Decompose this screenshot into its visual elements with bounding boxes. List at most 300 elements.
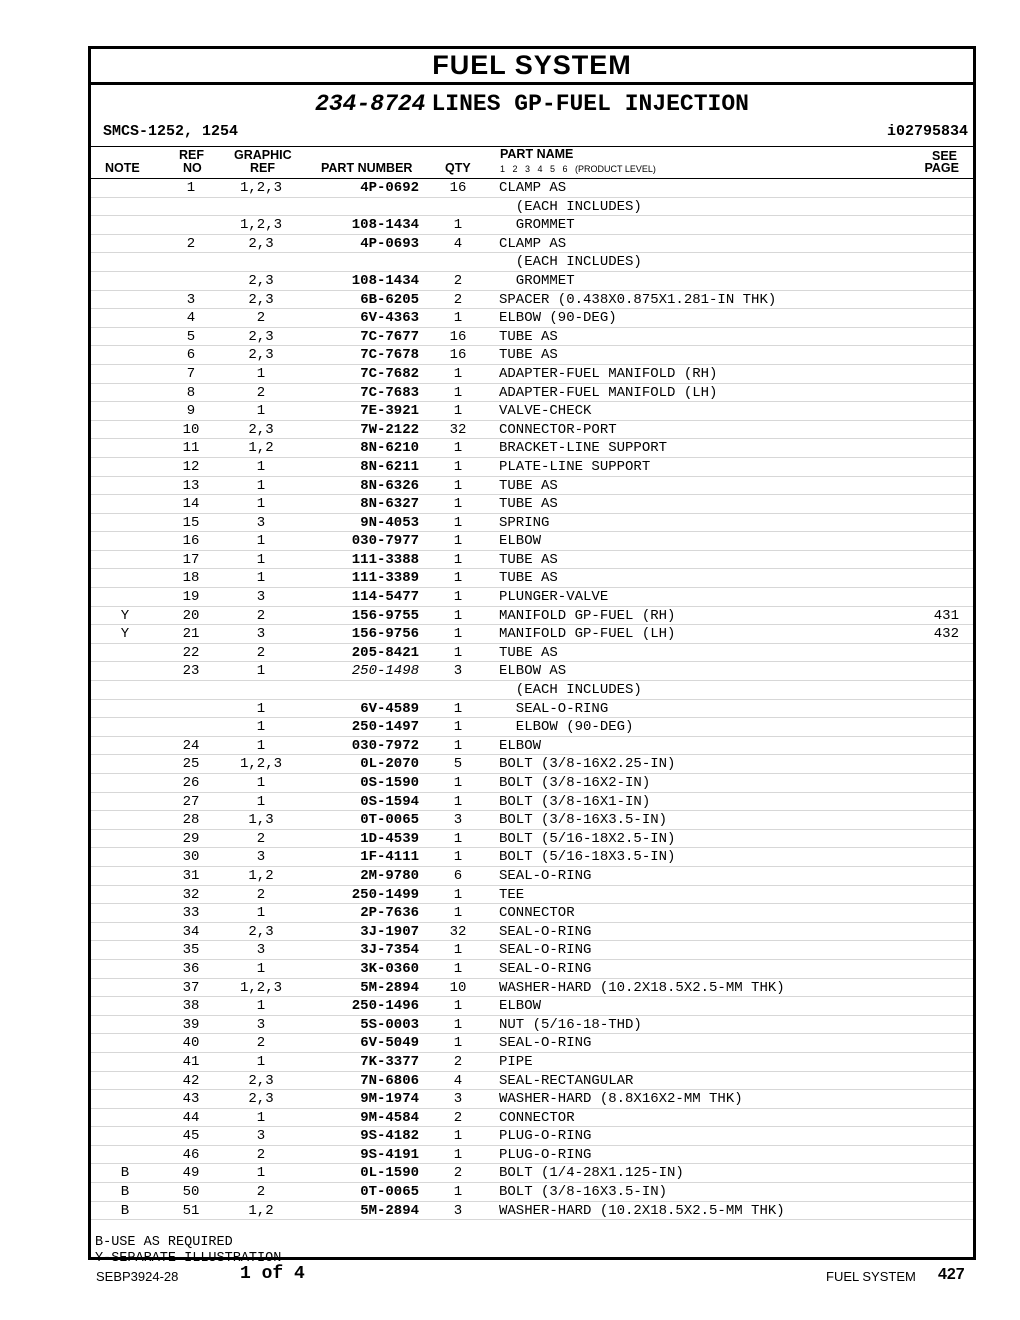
- part-number-cell: 3K-0360: [360, 960, 419, 977]
- part-number-cell: 5M-2894: [360, 1202, 419, 1219]
- part-number-cell: 6B-6205: [360, 291, 419, 308]
- qty-cell: 1: [453, 384, 463, 401]
- qty-cell: 1: [453, 775, 463, 791]
- part-number-cell: 8N-6210: [360, 440, 419, 457]
- part-number-cell: 9M-4584: [360, 1109, 419, 1126]
- qty-cell: 1: [453, 551, 463, 568]
- footer-page-of: 1 of 4: [240, 1264, 305, 1284]
- graphic-ref-cell: 2,3: [248, 1091, 274, 1108]
- ref-no-cell: 36: [182, 960, 200, 977]
- graphic-ref-cell: 1: [256, 496, 266, 513]
- header-product-level: 1 2 3 4 5 6 (PRODUCT LEVEL): [500, 164, 656, 174]
- graphic-ref-cell: 1: [256, 737, 266, 754]
- part-number-cell: 7E-3921: [360, 403, 419, 420]
- table-row: [91, 718, 973, 737]
- table-row: [91, 588, 973, 607]
- graphic-ref-cell: 1: [256, 1165, 266, 1182]
- qty-cell: 1: [453, 1146, 463, 1163]
- part-number-cell: 0T-0065: [360, 1184, 419, 1201]
- part-name-cell: TUBE AS: [499, 328, 558, 345]
- graphic-ref-cell: 2,3: [248, 923, 274, 940]
- graphic-ref-cell: 1: [256, 403, 266, 420]
- ref-no-cell: 49: [182, 1165, 200, 1182]
- part-name-cell: MANIFOLD GP-FUEL (LH): [499, 626, 676, 643]
- part-name-cell: BOLT (5/16-18X2.5-IN): [499, 830, 676, 847]
- group-number: 234-8724: [315, 91, 426, 117]
- part-number-cell: 114-5477: [351, 589, 419, 606]
- part-name-cell: GROMMET: [499, 272, 575, 289]
- ref-no-cell: 26: [182, 775, 200, 791]
- note-cell: Y: [120, 626, 130, 643]
- part-number-cell: 250-1497: [351, 719, 419, 736]
- part-number-cell: 0S-1594: [360, 793, 419, 810]
- part-name-cell: CLAMP AS: [499, 235, 567, 252]
- header-page: PAGE: [924, 161, 959, 175]
- graphic-ref-cell: 1: [256, 998, 266, 1015]
- part-number-cell: 5S-0003: [360, 1016, 419, 1033]
- graphic-ref-cell: 2,3: [248, 347, 274, 364]
- part-name-cell: TEE: [499, 886, 525, 903]
- qty-cell: 2: [453, 1109, 463, 1126]
- part-number-cell: 3J-1907: [360, 923, 419, 940]
- note-cell: Y: [120, 607, 130, 624]
- qty-cell: 1: [453, 886, 463, 903]
- part-name-cell: WASHER-HARD (10.2X18.5X2.5-MM THK): [499, 979, 785, 996]
- part-name-cell: CONNECTOR-PORT: [499, 421, 617, 438]
- table-row: [91, 607, 973, 626]
- header-graphic: GRAPHIC: [234, 148, 292, 162]
- graphic-ref-cell: 1: [256, 1053, 266, 1070]
- part-number-cell: 156-9755: [351, 607, 419, 624]
- table-row: [91, 1202, 973, 1221]
- table-row: [91, 1127, 973, 1146]
- ref-no-cell: 31: [182, 867, 200, 884]
- ref-no-cell: 7: [186, 365, 196, 382]
- table-row: [91, 477, 973, 496]
- qty-cell: 1: [453, 905, 463, 922]
- table-row: [91, 886, 973, 905]
- part-name-cell: NUT (5/16-18-THD): [499, 1016, 642, 1033]
- ref-no-cell: 10: [182, 421, 200, 438]
- table-row: [91, 681, 973, 700]
- qty-cell: 1: [453, 403, 463, 420]
- part-name-cell: SEAL-O-RING: [499, 960, 592, 977]
- part-name-cell: SEAL-RECTANGULAR: [499, 1072, 634, 1089]
- ref-no-cell: 40: [182, 1035, 200, 1052]
- table-row: [91, 328, 973, 347]
- table-row: [91, 551, 973, 570]
- part-number-cell: 8N-6327: [360, 496, 419, 513]
- part-number-cell: 030-7972: [351, 737, 419, 754]
- ref-no-cell: 18: [182, 570, 200, 587]
- table-row: [91, 532, 973, 551]
- part-number-cell: 9N-4053: [360, 514, 419, 531]
- part-name-cell: TUBE AS: [499, 496, 558, 513]
- part-name-cell: (EACH INCLUDES): [499, 682, 642, 699]
- part-name-cell: PLUG-O-RING: [499, 1146, 592, 1163]
- graphic-ref-cell: 2: [256, 644, 266, 661]
- qty-cell: 1: [453, 960, 463, 977]
- table-row: [91, 1053, 973, 1072]
- table-row: [91, 700, 973, 719]
- part-name-cell: ELBOW (90-DEG): [499, 719, 634, 736]
- table-row: [91, 458, 973, 477]
- graphic-ref-cell: 3: [256, 1128, 266, 1145]
- table-row: [91, 421, 973, 440]
- table-row: [91, 923, 973, 942]
- parts-table-body: [91, 179, 973, 1220]
- ref-no-cell: 33: [182, 905, 200, 922]
- table-row: [91, 793, 973, 812]
- graphic-ref-cell: 2,3: [248, 272, 274, 289]
- qty-cell: 1: [453, 458, 463, 475]
- graphic-ref-cell: 1,2,3: [239, 756, 282, 773]
- ref-no-cell: 35: [182, 942, 200, 959]
- qty-cell: 3: [453, 1202, 463, 1219]
- ref-no-cell: 15: [182, 514, 200, 531]
- table-row: [91, 1164, 973, 1183]
- part-name-cell: BRACKET-LINE SUPPORT: [499, 440, 668, 457]
- part-number-cell: 7C-7683: [360, 384, 419, 401]
- table-row: [91, 737, 973, 756]
- ref-no-cell: 30: [182, 849, 200, 866]
- graphic-ref-cell: 2: [256, 384, 266, 401]
- ref-no-cell: 17: [182, 551, 200, 568]
- part-name-cell: WASHER-HARD (8.8X16X2-MM THK): [499, 1091, 743, 1108]
- graphic-ref-cell: 2: [256, 830, 266, 847]
- qty-cell: 1: [453, 217, 463, 234]
- graphic-ref-cell: 1: [256, 960, 266, 977]
- group-title: [91, 85, 973, 118]
- ref-no-cell: 23: [182, 663, 200, 680]
- part-number-cell: 156-9756: [351, 626, 419, 643]
- footer-doc-id: SEBP3924-28: [96, 1269, 179, 1284]
- graphic-ref-cell: 1: [256, 663, 266, 680]
- graphic-ref-cell: 2: [256, 1146, 266, 1163]
- qty-cell: 1: [453, 514, 463, 531]
- table-row: [91, 1034, 973, 1053]
- ref-no-cell: 44: [182, 1109, 200, 1126]
- ref-no-cell: 2: [186, 235, 196, 252]
- table-row: [91, 346, 973, 365]
- graphic-ref-cell: 1,2: [248, 440, 274, 457]
- table-row: [91, 514, 973, 533]
- part-name-cell: BOLT (3/8-16X2-IN): [499, 775, 651, 791]
- part-number-cell: 0L-1590: [360, 1165, 419, 1182]
- table-row: [91, 997, 973, 1016]
- table-row: [91, 625, 973, 644]
- ref-no-cell: 51: [182, 1202, 200, 1219]
- qty-cell: 1: [453, 496, 463, 513]
- graphic-ref-cell: 3: [256, 589, 266, 606]
- qty-cell: 2: [453, 1053, 463, 1070]
- part-name-cell: PLUNGER-VALVE: [499, 589, 609, 606]
- ref-no-cell: 19: [182, 589, 200, 606]
- ref-no-cell: 27: [182, 793, 200, 810]
- part-name-cell: WASHER-HARD (10.2X18.5X2.5-MM THK): [499, 1202, 785, 1219]
- part-name-cell: PLATE-LINE SUPPORT: [499, 458, 651, 475]
- qty-cell: 1: [453, 849, 463, 866]
- qty-cell: 16: [449, 180, 467, 196]
- qty-cell: 16: [449, 328, 467, 345]
- part-name-cell: TUBE AS: [499, 477, 558, 494]
- qty-cell: 32: [449, 923, 467, 940]
- qty-cell: 10: [449, 979, 467, 996]
- table-row: [91, 774, 973, 793]
- header-part-number: PART NUMBER: [321, 161, 413, 175]
- part-number-cell: 9S-4191: [360, 1146, 419, 1163]
- part-name-cell: BOLT (3/8-16X2.25-IN): [499, 756, 676, 773]
- part-name-cell: PIPE: [499, 1053, 533, 1070]
- qty-cell: 5: [453, 756, 463, 773]
- part-name-cell: ELBOW (90-DEG): [499, 310, 617, 327]
- part-number-cell: 0T-0065: [360, 812, 419, 829]
- graphic-ref-cell: 3: [256, 849, 266, 866]
- table-row: [91, 811, 973, 830]
- header-qty: QTY: [445, 161, 471, 175]
- note-y: Y-SEPARATE ILLUSTRATION: [95, 1251, 282, 1266]
- ref-no-cell: 1: [186, 180, 196, 196]
- qty-cell: 6: [453, 867, 463, 884]
- table-row: [91, 1072, 973, 1091]
- part-name-cell: ELBOW: [499, 998, 542, 1015]
- part-name-cell: ELBOW AS: [499, 663, 567, 680]
- part-name-cell: MANIFOLD GP-FUEL (RH): [499, 607, 676, 624]
- part-number-cell: 250-1499: [351, 886, 419, 903]
- notes: [95, 1235, 281, 1267]
- ref-no-cell: 6: [186, 347, 196, 364]
- part-number-cell: 7C-7682: [360, 365, 419, 382]
- graphic-ref-cell: 1: [256, 551, 266, 568]
- graphic-ref-cell: 3: [256, 514, 266, 531]
- part-name-cell: SEAL-O-RING: [499, 700, 609, 717]
- ref-no-cell: 13: [182, 477, 200, 494]
- part-name-cell: BOLT (3/8-16X3.5-IN): [499, 1184, 668, 1201]
- ref-no-cell: 14: [182, 496, 200, 513]
- qty-cell: 2: [453, 1165, 463, 1182]
- part-number-cell: 1D-4539: [360, 830, 419, 847]
- graphic-ref-cell: 2: [256, 886, 266, 903]
- page-title: FUEL SYSTEM: [91, 49, 973, 85]
- part-name-cell: SPACER (0.438X0.875X1.281-IN THK): [499, 291, 777, 308]
- part-name-cell: TUBE AS: [499, 347, 558, 364]
- table-row: [91, 179, 973, 198]
- graphic-ref-cell: 3: [256, 942, 266, 959]
- part-number-cell: 250-1498: [351, 663, 419, 680]
- part-number-cell: 030-7977: [351, 533, 419, 550]
- part-number-cell: 7W-2122: [360, 421, 419, 438]
- qty-cell: 1: [453, 737, 463, 754]
- part-name-cell: TUBE AS: [499, 570, 558, 587]
- table-row: [91, 755, 973, 774]
- part-number-cell: 111-3389: [351, 570, 419, 587]
- ref-no-cell: 50: [182, 1184, 200, 1201]
- graphic-ref-cell: 2,3: [248, 291, 274, 308]
- graphic-ref-cell: 1: [256, 775, 266, 791]
- qty-cell: 2: [453, 272, 463, 289]
- part-number-cell: 4P-0692: [360, 180, 419, 196]
- header-no: NO: [183, 161, 202, 175]
- part-number-cell: 7K-3377: [360, 1053, 419, 1070]
- ref-no-cell: 32: [182, 886, 200, 903]
- part-number-cell: 6V-4363: [360, 310, 419, 327]
- table-row: [91, 569, 973, 588]
- part-number-cell: 6V-4589: [360, 700, 419, 717]
- ref-no-cell: 20: [182, 607, 200, 624]
- graphic-ref-cell: 1: [256, 700, 266, 717]
- table-row: [91, 1109, 973, 1128]
- qty-cell: 32: [449, 421, 467, 438]
- ref-no-cell: 46: [182, 1146, 200, 1163]
- graphic-ref-cell: 2,3: [248, 1072, 274, 1089]
- part-name-cell: CONNECTOR: [499, 905, 575, 922]
- ref-no-cell: 39: [182, 1016, 200, 1033]
- qty-cell: 1: [453, 793, 463, 810]
- qty-cell: 1: [453, 533, 463, 550]
- table-row: [91, 662, 973, 681]
- qty-cell: 4: [453, 1072, 463, 1089]
- qty-cell: 16: [449, 347, 467, 364]
- part-number-cell: 7C-7677: [360, 328, 419, 345]
- ref-no-cell: 45: [182, 1128, 200, 1145]
- part-name-cell: SEAL-O-RING: [499, 1035, 592, 1052]
- ref-no-cell: 34: [182, 923, 200, 940]
- part-number-cell: 0S-1590: [360, 775, 419, 791]
- graphic-ref-cell: 1: [256, 570, 266, 587]
- table-row: [91, 235, 973, 254]
- note-b: B-USE AS REQUIRED: [95, 1235, 233, 1250]
- table-row: [91, 384, 973, 403]
- graphic-ref-cell: 1,2: [248, 1202, 274, 1219]
- qty-cell: 1: [453, 1016, 463, 1033]
- qty-cell: 1: [453, 644, 463, 661]
- qty-cell: 1: [453, 626, 463, 643]
- table-header: [91, 147, 973, 179]
- ref-no-cell: 8: [186, 384, 196, 401]
- graphic-ref-cell: 1,2,3: [239, 217, 282, 234]
- part-number-cell: 8N-6211: [360, 458, 419, 475]
- ref-no-cell: 22: [182, 644, 200, 661]
- graphic-ref-cell: 1,2,3: [239, 979, 282, 996]
- table-row: [91, 495, 973, 514]
- graphic-ref-cell: 1: [256, 719, 266, 736]
- qty-cell: 1: [453, 1184, 463, 1201]
- part-name-cell: VALVE-CHECK: [499, 403, 592, 420]
- part-name-cell: PLUG-O-RING: [499, 1128, 592, 1145]
- graphic-ref-cell: 1,3: [248, 812, 274, 829]
- table-row: [91, 291, 973, 310]
- graphic-ref-cell: 1,2: [248, 867, 274, 884]
- part-name-cell: CLAMP AS: [499, 180, 567, 196]
- part-name-cell: ADAPTER-FUEL MANIFOLD (RH): [499, 365, 718, 382]
- part-number-cell: 205-8421: [351, 644, 419, 661]
- table-row: [91, 1146, 973, 1165]
- table-row: [91, 309, 973, 328]
- part-number-cell: 111-3388: [351, 551, 419, 568]
- note-cell: B: [120, 1202, 130, 1219]
- ref-no-cell: 38: [182, 998, 200, 1015]
- ref-no-cell: 21: [182, 626, 200, 643]
- see-page-cell: 431: [933, 607, 959, 624]
- part-name-cell: SEAL-O-RING: [499, 942, 592, 959]
- qty-cell: 4: [453, 235, 463, 252]
- graphic-ref-cell: 2,3: [248, 328, 274, 345]
- part-name-cell: BOLT (3/8-16X3.5-IN): [499, 812, 668, 829]
- graphic-ref-cell: 1: [256, 533, 266, 550]
- ref-no-cell: 9: [186, 403, 196, 420]
- qty-cell: 1: [453, 830, 463, 847]
- qty-cell: 1: [453, 310, 463, 327]
- part-number-cell: 1F-4111: [360, 849, 419, 866]
- graphic-ref-cell: 2: [256, 1035, 266, 1052]
- qty-cell: 1: [453, 477, 463, 494]
- graphic-ref-cell: 2: [256, 607, 266, 624]
- part-name-cell: BOLT (5/16-18X3.5-IN): [499, 849, 676, 866]
- ref-no-cell: 3: [186, 291, 196, 308]
- qty-cell: 3: [453, 663, 463, 680]
- part-name-cell: BOLT (3/8-16X1-IN): [499, 793, 651, 810]
- part-name-cell: CONNECTOR: [499, 1109, 575, 1126]
- smcs-line: [91, 118, 973, 147]
- ref-no-cell: 41: [182, 1053, 200, 1070]
- table-row: [91, 867, 973, 886]
- graphic-ref-cell: 2,3: [248, 421, 274, 438]
- part-number-cell: 250-1496: [351, 998, 419, 1015]
- part-number-cell: 0L-2070: [360, 756, 419, 773]
- table-row: [91, 402, 973, 421]
- part-number-cell: 108-1434: [351, 217, 419, 234]
- part-name-cell: TUBE AS: [499, 644, 558, 661]
- qty-cell: 1: [453, 607, 463, 624]
- see-page-cell: 432: [933, 626, 959, 643]
- table-row: [91, 216, 973, 235]
- ref-no-cell: 43: [182, 1091, 200, 1108]
- ref-no-cell: 24: [182, 737, 200, 754]
- qty-cell: 1: [453, 365, 463, 382]
- part-name-cell: SEAL-O-RING: [499, 923, 592, 940]
- part-name-cell: TUBE AS: [499, 551, 558, 568]
- qty-cell: 1: [453, 589, 463, 606]
- ref-no-cell: 37: [182, 979, 200, 996]
- note-cell: B: [120, 1165, 130, 1182]
- header-note: NOTE: [105, 161, 140, 175]
- table-row: [91, 365, 973, 384]
- ref-no-cell: 16: [182, 533, 200, 550]
- graphic-ref-cell: 2: [256, 310, 266, 327]
- graphic-ref-cell: 3: [256, 626, 266, 643]
- header-ref: REF: [179, 148, 204, 162]
- ref-no-cell: 12: [182, 458, 200, 475]
- header-graphic-ref: REF: [250, 161, 275, 175]
- ref-no-cell: 5: [186, 328, 196, 345]
- table-row: [91, 253, 973, 272]
- part-name-cell: (EACH INCLUDES): [499, 254, 642, 271]
- part-number-cell: 6V-5049: [360, 1035, 419, 1052]
- table-row: [91, 848, 973, 867]
- graphic-ref-cell: 2: [256, 1184, 266, 1201]
- qty-cell: 1: [453, 700, 463, 717]
- graphic-ref-cell: 1: [256, 365, 266, 382]
- table-row: [91, 960, 973, 979]
- qty-cell: 1: [453, 942, 463, 959]
- graphic-ref-cell: 2,3: [248, 235, 274, 252]
- part-name-cell: GROMMET: [499, 217, 575, 234]
- table-row: [91, 198, 973, 217]
- footer-page-number: 427: [938, 1266, 965, 1283]
- qty-cell: 1: [453, 440, 463, 457]
- qty-cell: 1: [453, 1128, 463, 1145]
- ref-no-cell: 28: [182, 812, 200, 829]
